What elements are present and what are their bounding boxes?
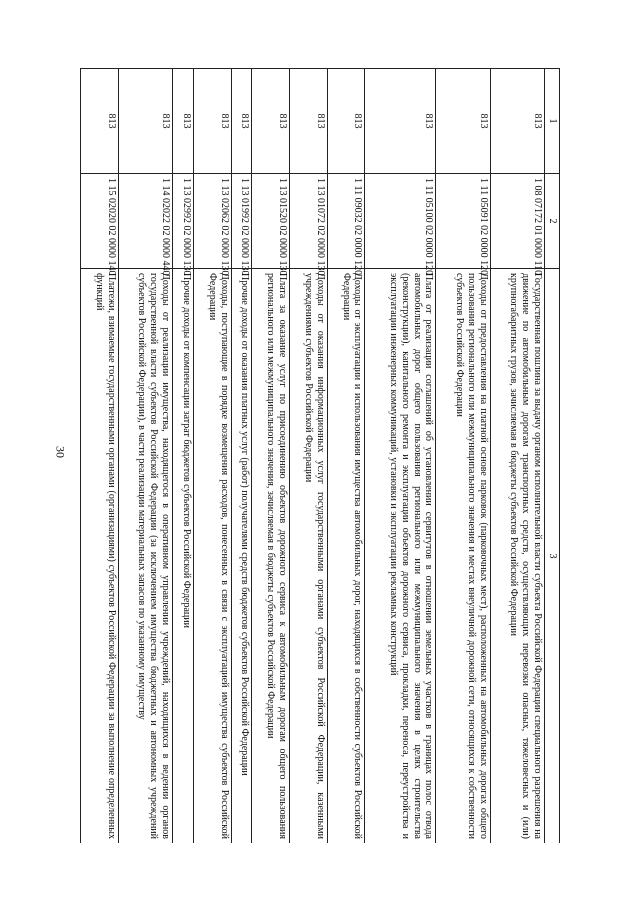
- description-cell: Доходы от оказания информационных услуг государственными органами субъектов Российской Федерации, казенными учреждениями субъектов Российской Федерации: [290, 269, 328, 844]
- admin-code-cell: 813: [327, 69, 365, 174]
- admin-code-cell: 813: [365, 69, 436, 174]
- table-row: [436, 69, 490, 844]
- revenue-code-cell: 1 13 01992 02 0000 130: [231, 174, 252, 269]
- revenue-code-cell: 1 13 01072 02 0000 130: [290, 174, 328, 269]
- admin-code-cell: 813: [81, 69, 119, 174]
- table-wrapper: [80, 68, 560, 843]
- admin-code-cell: 813: [490, 69, 544, 174]
- table-row: [290, 69, 328, 844]
- table-row: [173, 69, 194, 844]
- description-cell: Доходы, поступающие в порядке возмещения расходов, понесенных в связи с эксплуатацией имущества субъектов Российской Федерации: [193, 269, 231, 844]
- description-cell: Плата от реализации соглашений об установлении сервитутов в отношении земельных участков в границах полос отвода автомобильных дорог общего пользования регионального или межмуниципального значения в целях строительства (реконструкции), капитального ремонта и эксплуатации объектов дорожного сервиса, прокладки, переноса, переустройства и эксплуатации инженерных коммуникаций, установки и эксплуатации рекламных конструкций: [365, 269, 436, 844]
- description-cell: Прочие доходы от оказания платных услуг (работ) получателями средств бюджетов субъектов Российской Федерации: [231, 269, 252, 844]
- admin-code-cell: 813: [252, 69, 290, 174]
- revenue-code-cell: 1 13 02062 02 0000 130: [193, 174, 231, 269]
- revenue-code-cell: 1 11 05100 02 0000 120: [365, 174, 436, 269]
- description-cell: Доходы от предоставления на платной основе парковок (парковочных мест), расположенных на автомобильных дорогах общего пользования регионального или межмуниципального значения и местах внеуличной дорожной сети, относящихся к собственности субъектов Российской Федерации: [436, 269, 490, 844]
- revenue-code-cell: 1 13 02992 02 0000 130: [173, 174, 194, 269]
- revenue-code-cell: 1 11 09032 02 0000 120: [327, 174, 365, 269]
- table-row: [327, 69, 365, 844]
- revenue-code-cell: 1 15 02020 02 0000 140: [81, 174, 119, 269]
- description-cell: Доходы от эксплуатации и использования имущества автомобильных дорог, находящихся в собственности субъектов Российской Федерации: [327, 269, 365, 844]
- revenue-code-cell: 1 14 02022 02 0000 440: [118, 174, 172, 269]
- table-body: [81, 69, 560, 844]
- description-cell: Платежи, взимаемые государственными органами (организациями) субъектов Российской Федерации за выполнение определенных функций: [81, 269, 119, 844]
- header-col-1: 1: [545, 69, 560, 174]
- admin-code-cell: 813: [173, 69, 194, 174]
- description-cell: Государственная пошлина за выдачу органом исполнительной власти субъекта Российской Федерации специального разрешения на движение по автомобильным дорогам транспортных средств, осуществляющих перевозки опасных, тяжеловесных и (или) крупногабаритных грузов, зачисляемая в бюджеты субъектов Российской Федерации: [490, 269, 544, 844]
- header-col-3: 3: [545, 269, 560, 844]
- revenue-code-cell: 1 13 01520 02 0000 130: [252, 174, 290, 269]
- description-cell: Прочие доходы от компенсации затрат бюджетов субъектов Российской Федерации: [173, 269, 194, 844]
- revenue-code-cell: 1 08 07172 01 0000 110: [490, 174, 544, 269]
- table-row: [252, 69, 290, 844]
- description-cell: Плата за оказание услуг по присоединению объектов дорожного сервиса к автомобильным дорогам общего пользования регионального или межмуниципального значения, зачисляемая в бюджеты субъектов Российской Федерации: [252, 269, 290, 844]
- admin-code-cell: 813: [118, 69, 172, 174]
- header-col-2: 2: [545, 174, 560, 269]
- table-row: [81, 69, 119, 844]
- table-row: [231, 69, 252, 844]
- revenue-codes-table: [80, 68, 560, 843]
- admin-code-cell: 813: [436, 69, 490, 174]
- table-row: [365, 69, 436, 844]
- table-row: [490, 69, 544, 844]
- admin-code-cell: 813: [290, 69, 328, 174]
- table-row: [193, 69, 231, 844]
- table-row: [118, 69, 172, 844]
- page-number: 30: [53, 446, 68, 458]
- description-cell: Доходы от реализации имущества, находящегося в оперативном управлении учреждений, находящихся в ведении органов государственной власти субъектов Российской Федерации (за исключением имущества бюджетных и автономных учреждений субъектов Российской Федерации), в части реализации материальных запасов по указанному имуществу: [118, 269, 172, 844]
- admin-code-cell: 813: [193, 69, 231, 174]
- revenue-code-cell: 1 11 05091 02 0000 120: [436, 174, 490, 269]
- admin-code-cell: 813: [231, 69, 252, 174]
- table-header-row: [545, 69, 560, 844]
